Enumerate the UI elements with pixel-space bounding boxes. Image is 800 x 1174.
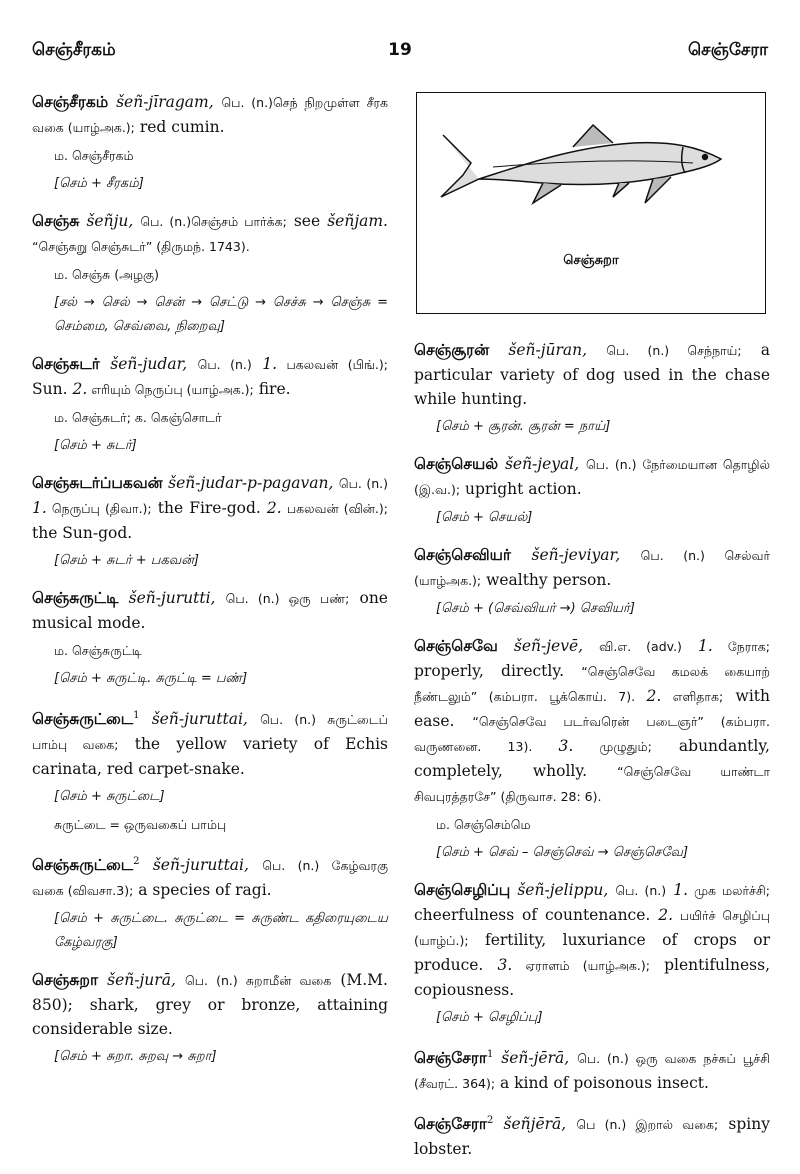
english-gloss: a particular variety of dog used in the chase while hunting.: [414, 341, 770, 408]
part-of-speech: பெ. (n.): [225, 591, 280, 606]
sense-marker: 1.: [666, 881, 689, 899]
etymology-line: [செம் + சுருட்டை]: [54, 789, 165, 805]
entry-headword: செஞ்சூரன்: [414, 341, 490, 359]
part-of-speech: பெ. (n.): [260, 712, 316, 728]
transliteration: šeñ-jelippu,: [517, 881, 609, 899]
cognate-line: ம. செஞ்செம்மெ: [436, 817, 531, 832]
sense-marker: 2.: [646, 687, 662, 705]
entry-definition: [32, 471, 388, 545]
tamil-gloss: செஞ்சம் பார்க்க;: [191, 214, 287, 229]
entry-definition: [414, 452, 770, 502]
sense-marker: 2.: [72, 380, 88, 398]
transliteration: šeñ-jevē,: [513, 637, 584, 655]
part-of-speech: பெ. (n.): [197, 357, 252, 372]
entry-definition: [32, 850, 388, 903]
figure-caption: செஞ்சுறா: [563, 253, 619, 268]
dictionary-entry: [32, 704, 388, 837]
dictionary-entry: [32, 90, 388, 196]
entry-headword: செஞ்செவே: [414, 637, 498, 655]
etymology-line: [செம் + சுருட்டி. சுருட்டி = பண்]: [54, 671, 248, 686]
cognate-line: ம. செஞ்சுடர்; க. கெஞ்சொடர்: [54, 410, 222, 425]
etymology-line: [செம் + சுடர்]: [54, 438, 137, 453]
etymology-line: [செம் + சுருட்டை. சுருட்டை = சுருண்ட கதிரையுடைய கேழ்வரகு]: [54, 911, 388, 951]
transliteration: šeñ-juruttai,: [152, 856, 249, 875]
dictionary-entry: [414, 543, 770, 621]
dictionary-entry: [414, 1043, 770, 1096]
fish-illustration-icon: [423, 117, 759, 241]
dictionary-entry: [32, 850, 388, 955]
sense-marker: 2.: [658, 906, 674, 924]
transliteration: šeñjērā,: [503, 1115, 567, 1134]
english-gloss: the yellow variety of Echis carinata, red carpet-snake.: [32, 735, 388, 779]
etymology-line: [செம் + செயல்]: [436, 510, 533, 525]
part-of-speech: பெ. (n.): [606, 343, 670, 358]
header-left-guideword: செஞ்சீரகம்: [32, 40, 116, 60]
english-gloss: abundantly, completely, wholly.: [414, 737, 770, 780]
entry-definition: [414, 543, 770, 593]
english-gloss: see: [286, 212, 328, 230]
tamil-gloss: சுருட்டைப் பாம்பு வகை;: [32, 712, 388, 753]
dictionary-entry: [414, 452, 770, 530]
english-gloss: a species of ragi.: [133, 881, 272, 900]
transliteration: šeñ-jurutti,: [128, 589, 216, 607]
tamil-gloss: ஒரு வகை நச்சுப் பூச்சி (சீவரட். 364);: [414, 1051, 770, 1092]
fish-figure: [416, 92, 766, 314]
english-gloss: fire.: [253, 380, 291, 398]
tamil-gloss: “செஞ்செவே கமலக் கையாற் நீண்டலும்” (கம்பரா. பூக்கொய். 7).: [414, 664, 770, 704]
transliteration: šeñ-judar,: [110, 355, 188, 373]
dictionary-entry: [414, 878, 770, 1030]
right-column: [414, 338, 770, 1174]
transliteration: šeñ-jūran,: [508, 341, 588, 359]
entry-definition: [32, 968, 388, 1041]
entry-headword: செஞ்சேரா: [414, 1115, 487, 1134]
transliteration: šeñ-jeyal,: [504, 455, 580, 473]
entry-headword: செஞ்சுறா: [32, 971, 99, 990]
entry-definition: [414, 338, 770, 411]
tamil-gloss: நேராக;: [712, 639, 770, 654]
tamil-gloss: செந்நாய்;: [669, 343, 742, 358]
page-header: [32, 40, 768, 70]
cognate-line: ம. செஞ்சுருட்டி: [54, 643, 142, 658]
tamil-gloss: நேர்மையான தொழில் (இ.வ.);: [414, 457, 770, 497]
english-gloss: red cumin.: [134, 118, 225, 136]
part-of-speech: பெ. (n.): [640, 548, 705, 563]
sense-marker: 3.: [558, 737, 574, 755]
english-gloss: wealthy person.: [481, 571, 612, 589]
dictionary-entry: [414, 634, 770, 865]
entry-headword: செஞ்சுருட்டை: [32, 710, 134, 729]
english-gloss: upright action.: [460, 480, 582, 498]
english-gloss: properly, directly.: [414, 662, 582, 680]
english-gloss: the Sun-god.: [32, 524, 133, 542]
tamil-gloss: பகலவன் (வின்.);: [281, 501, 388, 516]
transliteration: šeñ-jīragam,: [116, 93, 214, 111]
entry-headword: செஞ்சீரகம்: [32, 93, 109, 111]
part-of-speech: வி.எ. (adv.): [599, 639, 682, 654]
dictionary-entry: [32, 586, 388, 691]
entry-definition: [414, 878, 770, 1002]
etymology-line: [செம் + செழிப்பு]: [436, 1010, 543, 1025]
part-of-speech: பெ. (n.): [184, 973, 238, 989]
entry-headword: செஞ்சுடர்ப்பகவன்: [32, 474, 163, 492]
sense-marker: 3.: [497, 956, 513, 974]
cognate-line: ம. செஞ்சு (அழகு): [54, 267, 159, 282]
english-gloss: cheerfulness of countenance.: [414, 906, 659, 924]
english-gloss: (M.M. 850); shark, grey or bronze, attaining considerable size.: [32, 971, 388, 1039]
entry-headword: செஞ்சு: [32, 212, 80, 230]
entry-definition: [32, 352, 388, 402]
entry-definition: [32, 90, 388, 140]
part-of-speech: பெ. (n.): [585, 457, 637, 472]
tamil-gloss: “செஞ்செவே படர்வரென் படைஞர்” (கம்பரா. வருணனை. 13).: [414, 714, 770, 754]
english-gloss: Sun.: [32, 380, 73, 398]
etymology-line: [செம் + சுடர் + பகவன்]: [54, 553, 199, 568]
entry-headword: செஞ்செழிப்பு: [414, 881, 511, 899]
entry-definition: [414, 1043, 770, 1096]
part-of-speech: பெ. (n.): [262, 858, 320, 874]
dictionary-entry: [414, 1109, 770, 1161]
tamil-gloss: நெருப்பு (திவா.);: [46, 501, 152, 516]
tamil-gloss: இறால் வகை;: [626, 1117, 719, 1133]
etymology-line: [செம் + சூரன். சூரன் = நாய்]: [436, 419, 611, 434]
left-column: [32, 90, 388, 1082]
tamil-gloss: “செஞ்சுறு செஞ்சுடர்” (திருமந். 1743).: [32, 239, 250, 254]
english-gloss: fertility, luxuriance of crops or produce.: [414, 931, 770, 974]
entry-definition: [414, 634, 770, 809]
dictionary-entry: [414, 338, 770, 439]
tamil-gloss: எரியும் நெருப்பு (யாழ்அக.);: [87, 382, 254, 397]
etymology-line: [செம் + சுறா. சுறவு → சுறா]: [54, 1049, 217, 1065]
homonym-number: 2: [487, 1115, 494, 1127]
part-of-speech: பெ (n.): [576, 1117, 627, 1133]
entry-definition: [32, 586, 388, 635]
transliteration: šeñ-jeviyar,: [531, 546, 621, 564]
tamil-gloss: கேழ்வரகு வகை (விவசா.3);: [32, 858, 388, 899]
tamil-gloss: சுறாமீன் வகை: [237, 973, 332, 989]
etymology-line: [செம் + சீரகம்]: [54, 176, 144, 191]
entry-headword: செஞ்சுடர்: [32, 355, 100, 373]
tamil-gloss: முக மலர்ச்சி;: [688, 883, 770, 898]
tamil-gloss: செல்வர் (யாழ்அக.);: [414, 548, 770, 588]
sense-marker: 1.: [681, 637, 713, 655]
tamil-gloss: “செஞ்செவே யாண்டா சிவபுரத்தரசே” (திருவாச. 28: 6).: [414, 764, 770, 804]
entry-headword: செஞ்சுருட்டை: [32, 856, 134, 875]
transliteration: šeñ-juruttai,: [151, 710, 248, 729]
dictionary-entry: [32, 471, 388, 573]
homonym-number: 1: [133, 710, 140, 721]
tamil-gloss: பயிர்ச் செழிப்பு (யாழ்ப்.);: [414, 908, 770, 948]
transliteration: šeñ-jurā,: [107, 971, 176, 990]
sense-marker: 2.: [266, 499, 282, 517]
transliteration: šeñju,: [86, 212, 134, 230]
sense-marker: 1.: [32, 499, 47, 517]
sense-marker: 1.: [251, 355, 277, 373]
entry-definition: [32, 704, 388, 781]
tamil-gloss: பகலவன் (பிங்.);: [277, 357, 388, 372]
tamil-gloss: ஒரு பண்;: [279, 591, 350, 606]
entry-definition: [32, 209, 388, 259]
page-number: 19: [388, 40, 412, 60]
etymology-line: [செம் + (செவ்வியர் →) செவியர்]: [436, 601, 635, 616]
dictionary-entry: [32, 352, 388, 458]
cognate-line: ம. செஞ்சீரகம்: [54, 148, 134, 163]
etymology-note: சுருட்டை = ஒருவகைப் பாம்பு: [54, 817, 227, 833]
homonym-number: 2: [133, 856, 140, 868]
etymology-line: [சல் → செல் → சென் → செட்டு → செச்சு → செஞ்சு = செம்மை, செவ்வை, நிறைவு]: [54, 295, 388, 334]
entry-headword: செஞ்செயல்: [414, 455, 499, 473]
english-gloss: a kind of poisonous insect.: [495, 1074, 709, 1093]
entry-headword: செஞ்சேரா: [414, 1049, 487, 1068]
english-gloss: plentifulness, copiousness.: [414, 956, 770, 999]
part-of-speech: பெ. (n.): [221, 95, 273, 110]
part-of-speech: பெ. (n.): [577, 1051, 629, 1067]
tamil-gloss: முழுதும்;: [573, 739, 652, 754]
header-right-guideword: செஞ்சேரா: [687, 40, 768, 60]
part-of-speech: பெ. (n.): [615, 883, 667, 898]
english-gloss: with ease.: [414, 687, 770, 730]
entry-headword: செஞ்சுருட்டி: [32, 589, 119, 607]
tamil-gloss: செந் நிறமுள்ள சீரக வகை (யாழ்அக.);: [32, 95, 388, 135]
dictionary-entry: [32, 209, 388, 339]
entry-headword: செஞ்செவியர்: [414, 546, 511, 564]
sense-marker: šeñjam.: [327, 212, 388, 230]
english-gloss: one musical mode.: [32, 589, 388, 632]
english-gloss: the Fire-god.: [151, 499, 267, 517]
english-gloss: spiny lobster.: [414, 1115, 770, 1159]
entry-definition: [414, 1109, 770, 1161]
dictionary-entry: [32, 968, 388, 1069]
homonym-number: 1: [487, 1049, 494, 1060]
etymology-line: [செம் + செவ் – செஞ்செவ் → செஞ்செவே]: [436, 845, 689, 860]
part-of-speech: பெ. (n.): [338, 476, 388, 491]
tamil-gloss: எளிதாக;: [661, 689, 724, 704]
tamil-gloss: ஏராளம் (யாழ்அக.);: [512, 958, 650, 973]
transliteration: šeñ-judar-p-pagavan,: [168, 474, 334, 492]
part-of-speech: பெ. (n.): [140, 214, 192, 229]
transliteration: šeñ-jērā,: [501, 1049, 570, 1068]
